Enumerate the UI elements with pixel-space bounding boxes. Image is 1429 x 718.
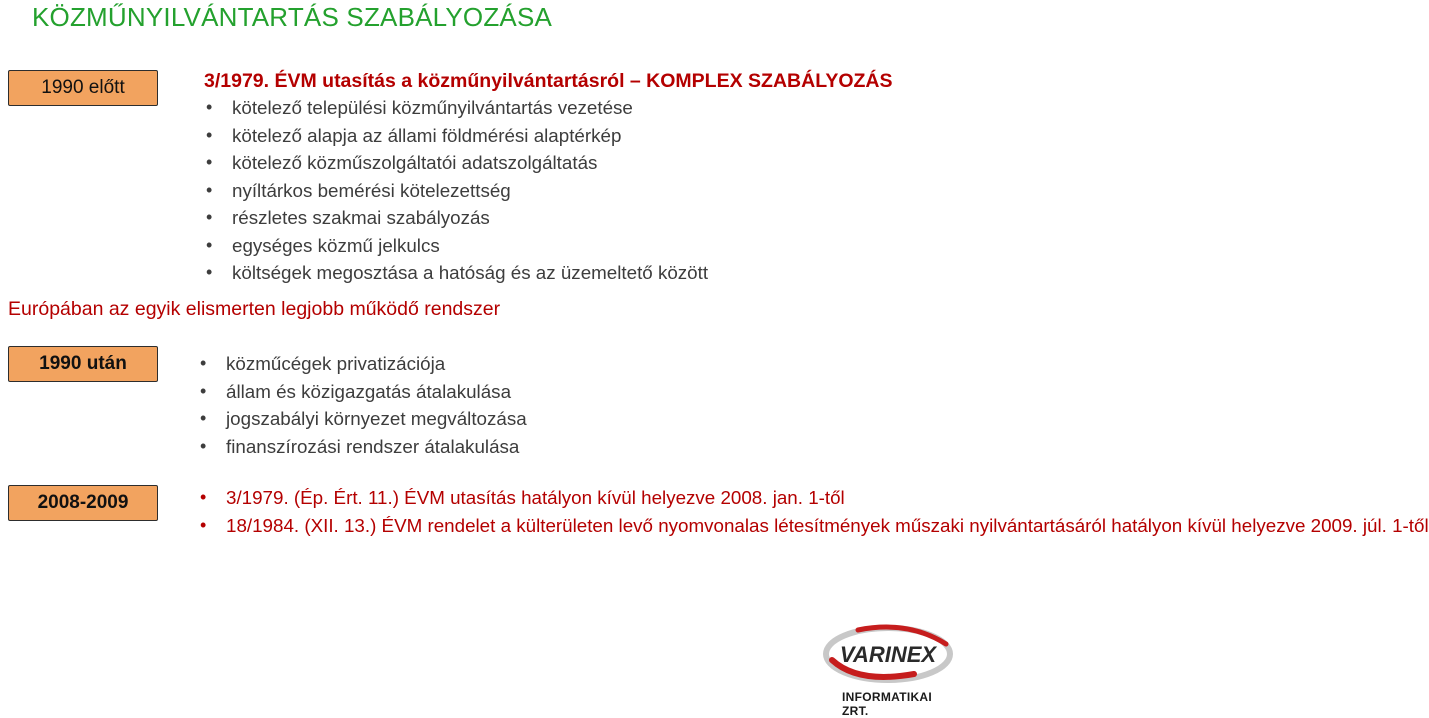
- list-item: • 3/1979. (Ép. Ért. 11.) ÉVM utasítás hatályon kívül helyezve 2008. jan. 1-től: [198, 484, 946, 512]
- list-item: • finanszírozási rendszer átalakulása: [198, 433, 527, 461]
- list-item: • állam és közigazgatás átalakulása: [198, 378, 527, 406]
- list-item: • egységes közmű jelkulcs: [204, 232, 708, 260]
- list-item: • nyíltárkos bemérési kötelezettség: [204, 177, 708, 205]
- europe-note: Európában az egyik elismerten legjobb működő rendszer: [8, 298, 501, 320]
- period-2008-list: [198, 484, 1429, 539]
- logo-subtitle: INFORMATIKAI ZRT.: [842, 690, 933, 718]
- list-item: • költségek megosztása a hatóság és az üzemeltető között: [204, 259, 708, 287]
- period-label-before-1990: 1990 előtt: [8, 70, 158, 106]
- page-title: KÖZMŰNYILVÁNTARTÁS SZABÁLYOZÁSA: [32, 2, 553, 32]
- logo-wordmark: VARINEX: [839, 642, 937, 667]
- list-item: • kötelező települési közműnyilvántartás vezetése: [204, 94, 708, 122]
- list-item: • jogszabályi környezet megváltozása: [198, 405, 527, 433]
- list-item: • 18/1984. (XII. 13.) ÉVM rendelet a külterületen levő nyomvonalas létesítmények műszaki nyilvántartásáról hatályon kívül helyezve 2009. júl. 1-től: [198, 512, 946, 540]
- list-item: • közműcégek privatizációja: [198, 350, 527, 378]
- list-item: • részletes szakmai szabályozás: [204, 204, 708, 232]
- before-1990-list: [204, 94, 708, 287]
- list-item: • kötelező alapja az állami földmérési alaptérkép: [204, 122, 708, 150]
- list-item: • kötelező közműszolgáltatói adatszolgáltatás: [204, 149, 708, 177]
- period-label-after-1990: 1990 után: [8, 346, 158, 382]
- period-label-2008-2009: 2008-2009: [8, 485, 158, 521]
- komplex-heading: 3/1979. ÉVM utasítás a közműnyilvántartásról – KOMPLEX SZABÁLYOZÁS: [204, 70, 893, 92]
- after-1990-list: [198, 350, 527, 460]
